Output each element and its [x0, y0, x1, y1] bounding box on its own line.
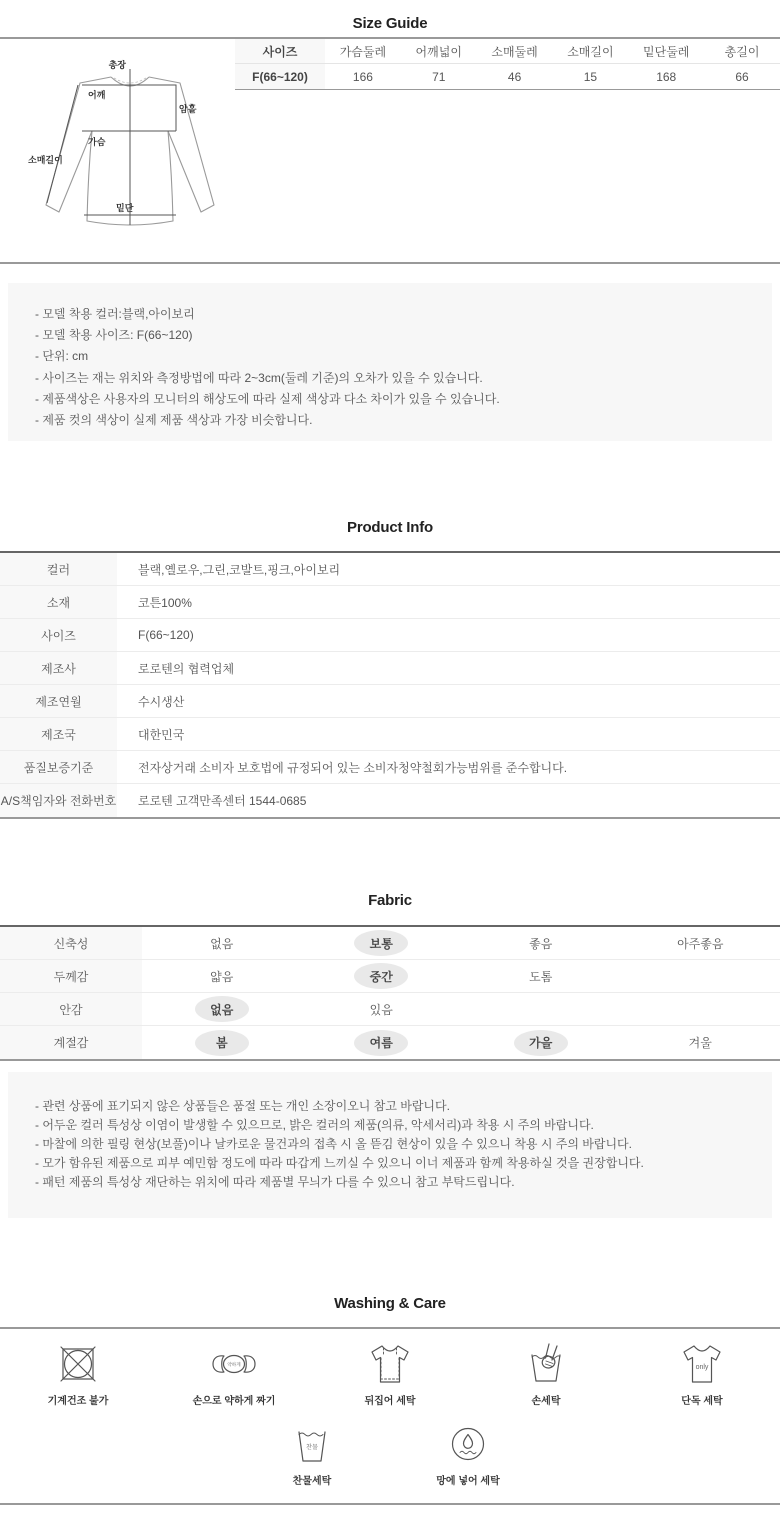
- care-item-label: 찬물세탁: [292, 1476, 332, 1487]
- size-guide-notes-box: [8, 283, 772, 441]
- fabric-heading: Fabric: [368, 891, 412, 909]
- note-line: - 모델 착용 컬러:블랙,아이보리: [35, 307, 195, 321]
- care-item-wash-alone: [624, 1340, 780, 1407]
- fabric-row-thickness: [0, 960, 780, 993]
- row-value: 코튼100%: [138, 595, 192, 610]
- row-value: 대한민국: [138, 727, 185, 742]
- row-label: 품질보증기준: [0, 751, 117, 783]
- fabric-table: [0, 925, 780, 1061]
- note-line: - 단위: cm: [35, 349, 89, 364]
- icon-inner-text: 약하게: [227, 1362, 241, 1367]
- fabric-option: 도톰: [529, 969, 553, 984]
- no-machine-dry-icon: [53, 1340, 103, 1388]
- care-icons-row-2: [0, 1420, 780, 1487]
- care-item-net-wash: [390, 1420, 546, 1487]
- washing-care-heading: Washing & Care: [334, 1294, 446, 1312]
- size-table-header-hem: 밑단둘레: [643, 44, 690, 59]
- note-line: - 모델 착용 사이즈: F(66~120): [35, 328, 193, 343]
- size-table-header-total-length: 총길이: [724, 44, 760, 59]
- row-value: 수시생산: [138, 694, 185, 709]
- row-label: 제조연월: [0, 685, 117, 717]
- note-line: - 제품색상은 사용자의 모니터의 해상도에 따라 실제 색상과 다소 차이가 있을 수 있습니다.: [35, 391, 500, 406]
- table-row: [0, 586, 780, 619]
- note-line: - 사이즈는 재는 위치와 측정방법에 따라 2~3cm(둘레 기준)의 오차가 있을 수 있습니다.: [35, 370, 483, 385]
- row-label: 안감: [0, 993, 142, 1025]
- net-wash-icon: [443, 1420, 493, 1468]
- size-table-cell: F(66~120): [235, 64, 325, 89]
- size-guide-section-title: [0, 0, 780, 37]
- care-icons-row-1: [0, 1340, 780, 1407]
- wash-alone-icon: [677, 1340, 727, 1388]
- product-info-section-title: [0, 505, 780, 549]
- row-label: 계절감: [0, 1026, 142, 1059]
- row-value: 블랙,옐로우,그린,코발트,핑크,아이보리: [138, 562, 341, 577]
- row-label: 제조국: [0, 718, 117, 750]
- fabric-row-season: [0, 1026, 780, 1059]
- table-row: [0, 619, 780, 652]
- size-table-header-chest: 가슴둘레: [339, 44, 387, 59]
- note-line: - 모가 함유된 제품으로 피부 예민함 정도에 따라 따갑게 느끼실 수 있으니 이너 제품과 함께 착용하실 것을 권장합니다.: [35, 1156, 644, 1170]
- size-table-cell: 15: [583, 69, 598, 84]
- size-table-cell: 66: [735, 69, 749, 84]
- wring-gently-icon: [209, 1340, 259, 1388]
- size-guide-heading: Size Guide: [352, 15, 428, 32]
- row-value: 로로텐 고객만족센터 1544-0685: [138, 794, 307, 808]
- table-row: [0, 685, 780, 718]
- fabric-option: 봄: [195, 1030, 249, 1056]
- care-item-label: 손세탁: [531, 1396, 561, 1407]
- row-label: 컬러: [0, 553, 117, 585]
- table-row: [0, 784, 780, 817]
- care-item-label: 단독 세탁: [681, 1396, 723, 1407]
- fabric-option: 중간: [354, 963, 408, 989]
- row-label: 두께감: [0, 960, 142, 992]
- size-table-header-shoulder: 어깨넓이: [415, 44, 462, 59]
- size-table-header-sleeve-length: 소매길이: [567, 44, 614, 59]
- note-line: - 어두운 컬러 특성상 이염이 발생할 수 있으므로, 밝은 컬러의 제품(의류, 악세서리)과 착용 시 주의 바랍니다.: [35, 1118, 594, 1132]
- row-label: A/S책임자와 전화번호: [0, 784, 117, 817]
- size-table-header-row: [235, 39, 780, 64]
- care-notes-box: [8, 1072, 772, 1218]
- fabric-option: 없음: [195, 996, 249, 1022]
- care-item-label: 기계건조 불가: [47, 1396, 109, 1407]
- product-info-table: [0, 551, 780, 819]
- fabric-option: 여름: [354, 1030, 408, 1056]
- row-value: 로로텐의 협력업체: [138, 661, 235, 676]
- note-line: - 패턴 제품의 특성상 재단하는 위치에 따라 제품별 무늬가 다를 수 있으니 참고 부탁드립니다.: [35, 1175, 515, 1189]
- row-label: 신축성: [0, 927, 142, 959]
- care-item-hand-wash: [468, 1340, 624, 1407]
- hand-wash-icon: [521, 1340, 571, 1388]
- note-line: - 제품 컷의 색상이 실제 제품 색상과 가장 비슷합니다.: [35, 413, 313, 428]
- care-item-no-machine-dry: [0, 1340, 156, 1407]
- cold-water-wash-icon: [287, 1420, 337, 1468]
- care-item-inside-out-wash: [312, 1340, 468, 1407]
- icon-inner-text: 찬물: [306, 1444, 318, 1451]
- row-label: 소재: [0, 586, 117, 618]
- row-value: F(66~120): [138, 628, 194, 642]
- fabric-row-lining: [0, 993, 780, 1026]
- note-line: - 관련 상품에 표기되지 않은 상품들은 품절 또는 개인 소장이오니 참고 바랍니다.: [35, 1099, 450, 1113]
- product-info-heading: Product Info: [347, 518, 433, 536]
- fabric-option: 있음: [369, 1002, 393, 1017]
- fabric-option: 없음: [210, 936, 234, 951]
- care-item-label: 손으로 약하게 짜기: [192, 1396, 276, 1407]
- note-line: - 마찰에 의한 필링 현상(보풀)이나 날카로운 물건과의 접촉 시 올 뜯김 현상이 있을 수 있으니 착용 시 주의 바랍니다.: [35, 1137, 632, 1151]
- size-table-data-row: [235, 64, 780, 89]
- diagram-label-armhole: 암홀: [179, 104, 197, 114]
- fabric-option: 아주좋음: [677, 936, 724, 951]
- row-value: 전자상거래 소비자 보호법에 규정되어 있는 소비자청약철회가능범위를 준수합니다.: [138, 760, 568, 775]
- size-table-header-sleeve-circ: 소매둘레: [491, 44, 538, 59]
- diagram-label-hem: 밑단: [116, 203, 134, 213]
- garment-measurement-diagram: [26, 55, 231, 245]
- fabric-section-title: [0, 878, 780, 922]
- washing-care-divider: [0, 1327, 780, 1329]
- fabric-row-elasticity: [0, 927, 780, 960]
- table-row: [0, 553, 780, 586]
- table-row: [0, 718, 780, 751]
- size-table-cell: 168: [656, 69, 677, 84]
- care-item-cold-water-wash: [234, 1420, 390, 1487]
- washing-care-section-title: [0, 1281, 780, 1325]
- size-table-header-size: 사이즈: [235, 39, 325, 63]
- diagram-label-chest: 가슴: [88, 137, 106, 147]
- care-item-label: 망에 넣어 세탁: [436, 1476, 500, 1487]
- size-table-cell: 71: [432, 69, 446, 84]
- fabric-option: 겨울: [688, 1036, 712, 1050]
- row-label: 제조사: [0, 652, 117, 684]
- fabric-option: 좋음: [529, 936, 553, 951]
- size-table-cell: 46: [507, 69, 522, 84]
- size-table-cell: 166: [352, 69, 373, 84]
- diagram-label-sleeve-length: 소매길이: [28, 155, 63, 165]
- fabric-option: 얇음: [210, 969, 234, 984]
- inside-out-wash-icon: [365, 1340, 415, 1388]
- care-item-wring-gently: [156, 1340, 312, 1407]
- row-label: 사이즈: [0, 619, 117, 651]
- table-row: [0, 652, 780, 685]
- fabric-option: 가을: [514, 1030, 568, 1056]
- fabric-option: 보통: [354, 930, 408, 956]
- section-divider: [0, 262, 780, 264]
- table-row: [0, 751, 780, 784]
- diagram-label-shoulder: 어깨: [88, 90, 106, 100]
- care-item-label: 뒤집어 세탁: [364, 1396, 416, 1407]
- icon-inner-text: only: [695, 1364, 709, 1371]
- diagram-label-total-length: 총장: [108, 60, 126, 70]
- bottom-divider: [0, 1503, 780, 1505]
- size-table: [235, 39, 780, 90]
